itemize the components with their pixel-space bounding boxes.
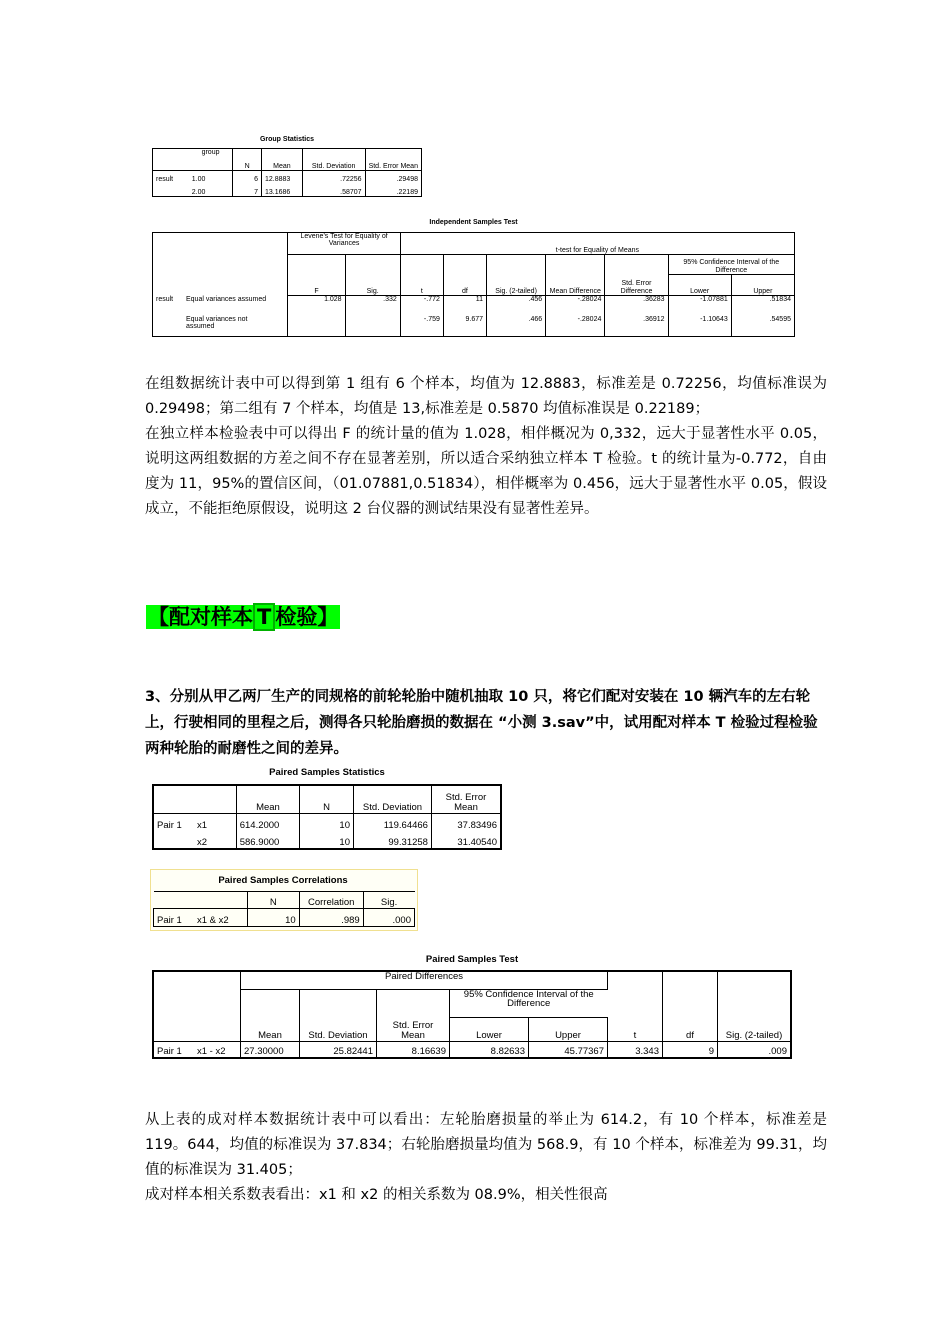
var-label: result: [156, 295, 174, 303]
header-df: df: [663, 971, 718, 1041]
cell-se-diff: .36912: [605, 316, 668, 337]
cell-f: 1.028: [288, 296, 345, 316]
cell-sig: .332: [345, 296, 400, 316]
table-row: [153, 296, 795, 316]
header-sig2: Sig. (2-tailed): [487, 255, 546, 296]
header-sd: Std. Deviation: [300, 989, 377, 1041]
cell-sd: .58707: [302, 184, 365, 197]
cell-upper: .54595: [769, 315, 791, 323]
cell-df: 11: [443, 296, 486, 316]
cell-sig: .000: [363, 909, 414, 927]
cell-mean: 27.30000: [241, 1041, 300, 1058]
table-row: [153, 171, 422, 184]
cell-mean-diff: -.28024: [546, 296, 605, 316]
table-row: [153, 184, 422, 197]
cell-df: 9: [663, 1041, 718, 1058]
var-label: x1 & x2: [197, 915, 229, 927]
cell-se: 31.40540: [431, 831, 501, 849]
header-group: group: [189, 149, 233, 171]
paragraph: 从上表的成对样本数据统计表中可以看出：左轮胎磨损量的举止为 614.2，有 10 个样本，标准差是 119。644，均值的标准误为 37.834；右轮胎磨损量均值为 568.9，有 10 个样本，标准差为 99.31，均值的标准误为 31.405；: [145, 1112, 827, 1178]
header-upper: Upper: [731, 275, 794, 296]
group-stats-table: [152, 148, 422, 197]
table-row: [153, 316, 795, 337]
header-sig: Sig. (2-tailed): [725, 1029, 783, 1041]
cell-n: 10: [300, 813, 354, 831]
ind-test-title: Independent Samples Test: [429, 219, 518, 226]
table-row: [153, 813, 501, 831]
cell-lower: -1.07881: [668, 296, 731, 316]
header-mean: Mean: [261, 149, 302, 171]
cell-n: 7: [233, 184, 262, 197]
cell-sd: .72256: [302, 171, 365, 184]
header-df: df: [443, 255, 486, 296]
ci-header: 95% Confidence Interval of the Difference: [450, 989, 608, 1017]
header-n: N: [300, 785, 354, 813]
cell-se: .22189: [365, 184, 421, 197]
header-sig: Sig.: [363, 892, 414, 909]
paired-stats-table: [152, 784, 502, 850]
cell-t: -.772: [400, 296, 443, 316]
cell-mean: 13.1686: [261, 184, 302, 197]
cell-upper: 45.77367: [529, 1041, 608, 1058]
ind-test-table: [152, 232, 795, 337]
header-correlation: Correlation: [299, 892, 363, 909]
header-sd: Std. Deviation: [354, 785, 432, 813]
var-label: x2: [197, 837, 208, 849]
header-mean-diff: Mean Difference: [546, 255, 605, 296]
cell-mean-diff: -.28024: [546, 316, 605, 337]
header-lower: Lower: [668, 275, 731, 296]
paired-diff-header: Paired Differences: [241, 971, 608, 989]
table-row: [153, 831, 501, 849]
cell-se: 37.83496: [431, 813, 501, 831]
cell-sig2: .456: [487, 296, 546, 316]
cell-sd: 99.31258: [354, 831, 432, 849]
question-text: 3、分别从甲乙两厂生产的同规格的前轮轮胎中随机抽取 10 只，将它们配对安装在 10 辆汽车的左右轮上，行驶相同的里程之后，测得各只轮胎磨损的数据在 “小测 3.sav”中，试用配对样本 T 检验过程检验两种轮胎的耐磨性之间的差异。: [145, 689, 818, 757]
var-label: result: [153, 171, 189, 184]
cell-sd: 25.82441: [300, 1041, 377, 1058]
row-label: Equal variances assumed: [186, 295, 267, 303]
heading-part: T: [257, 605, 272, 629]
pair-label: Pair 1: [157, 1046, 182, 1058]
header-n: N: [233, 149, 262, 171]
header-se: Std. Error Mean: [365, 149, 421, 171]
cell-lower: 8.82633: [450, 1041, 529, 1058]
header-se: Std. Error Mean: [377, 989, 450, 1041]
cell-n: 10: [300, 831, 354, 849]
table-row: [153, 1041, 791, 1058]
header-sd: Std. Deviation: [302, 149, 365, 171]
row-label: Equal variances not assumed: [186, 315, 248, 330]
cell-sig: .009: [718, 1041, 792, 1058]
cell-upper: .51834: [769, 296, 791, 303]
header-f: F: [288, 255, 345, 296]
paired-corr-title: Paired Samples Correlations: [218, 875, 348, 886]
paragraph: 在独立样本检验表中可以得出 F 的统计量的值为 1.028，相伴概况为 0,332，远大于显著性水平 0.05，说明这两组数据的方差之间不存在显著差别，所以适合采纳独立样本 T 检验。t 的统计量为-0.772，自由度为 11，95%的置信区间，（01.07881,0.51834），相伴概率为 0.456，远大于显著性水平 0.05，假设成立，不能拒绝原假设，说明这 2 台仪器的测试结果没有显著性差异。: [145, 426, 827, 517]
header-sig: Sig.: [345, 255, 400, 296]
paired-corr-table: [153, 891, 415, 927]
header-n: N: [247, 892, 299, 909]
paired-test-title: Paired Samples Test: [425, 954, 519, 965]
cell-df: 9.677: [443, 316, 486, 337]
cell-t: -.759: [400, 316, 443, 337]
cell-mean: 12.8883: [261, 171, 302, 184]
pair-label: Pair 1: [157, 820, 182, 832]
table-row: [154, 909, 415, 927]
paragraph: 成对样本相关系数表看出：x1 和 x2 的相关系数为 08.9%，相关性很高: [145, 1187, 608, 1203]
heading-part: 检验】: [275, 605, 339, 629]
header-mean: Mean: [236, 785, 300, 813]
var-label: x1 - x2: [197, 1046, 226, 1058]
levene-header: Levene's Test for Equality of Variances: [288, 233, 400, 255]
header-se: Std. Error Mean: [431, 785, 501, 813]
section-heading: [146, 600, 340, 634]
header-t: t: [608, 971, 663, 1041]
cell-mean: 586.9000: [236, 831, 300, 849]
cell-sig2: .466: [487, 316, 546, 337]
analysis-text-2: [145, 1108, 827, 1208]
header-upper: Upper: [529, 1017, 608, 1041]
cell-se: .29498: [365, 171, 421, 184]
cell-sig: [345, 316, 400, 337]
group-stats-title: Group Statistics: [259, 136, 315, 143]
cell-n: 10: [247, 909, 299, 927]
cell-group: 1.00: [189, 171, 233, 184]
var-label: x1: [197, 820, 208, 832]
cell-correlation: .989: [299, 909, 363, 927]
cell-t: 3.343: [608, 1041, 663, 1058]
cell-f: [288, 316, 345, 337]
ttest-header: t-test for Equality of Means: [400, 233, 794, 255]
header-t: t: [400, 255, 443, 296]
cell-n: 6: [233, 171, 262, 184]
analysis-text-1: [145, 372, 827, 522]
ci-header: 95% Confidence Interval of the Difference: [668, 255, 794, 275]
pair-label: Pair 1: [157, 915, 182, 927]
cell-group: 2.00: [189, 184, 233, 197]
paired-stats-title: Paired Samples Statistics: [269, 767, 385, 778]
cell-se: 8.16639: [377, 1041, 450, 1058]
header-mean: Mean: [241, 989, 300, 1041]
paragraph: 在组数据统计表中可以得到第 1 组有 6 个样本，均值为 12.8883，标准差是 0.72256，均值标准误为 0.29498；第二组有 7 个样本，均值是 13,标准差是 0.5870 均值标准误是 0.22189；: [145, 376, 827, 417]
cell-sd: 119.64466: [354, 813, 432, 831]
cell-mean: 614.2000: [236, 813, 300, 831]
heading-part: 【配对样本: [148, 605, 253, 629]
cell-lower: -1.10643: [668, 316, 731, 337]
header-se-diff: Std. Error Difference: [605, 255, 668, 296]
paired-test-table: [152, 970, 792, 1059]
cell-se-diff: .36283: [605, 296, 668, 316]
header-lower: Lower: [450, 1017, 529, 1041]
